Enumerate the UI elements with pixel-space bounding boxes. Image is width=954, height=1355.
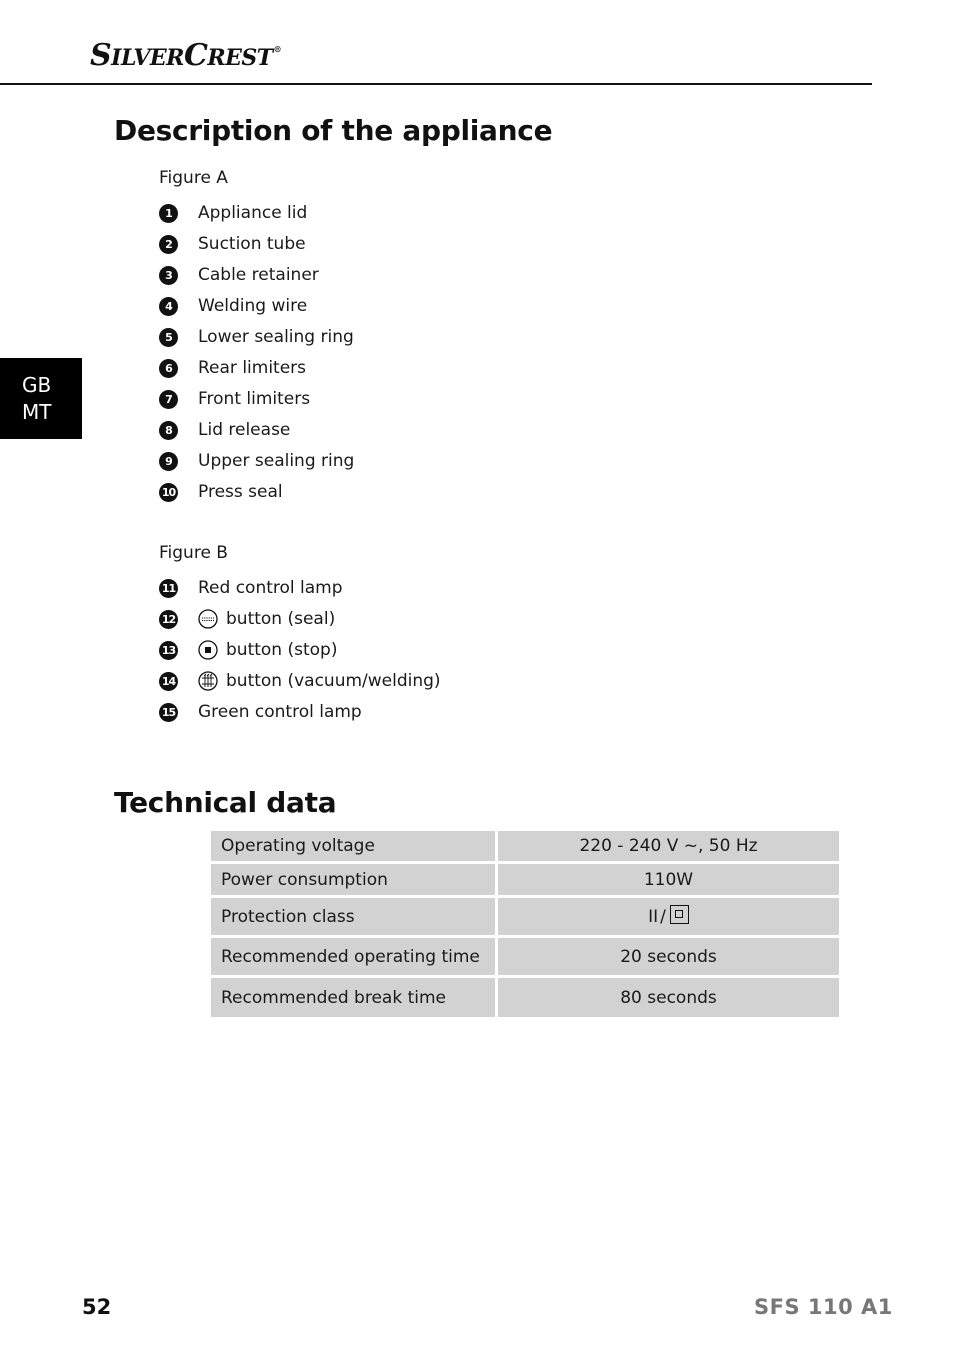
language-mt: MT <box>22 399 52 424</box>
list-item <box>159 326 354 348</box>
figure-a-label: Figure A <box>159 168 228 188</box>
description-title: Description of the appliance <box>114 114 553 147</box>
technical-data-title: Technical data <box>114 786 337 819</box>
item-number: 4 <box>159 297 178 316</box>
item-label: Suction tube <box>198 234 306 254</box>
protection-class-ii-icon <box>670 905 689 924</box>
item-label: Upper sealing ring <box>198 451 355 471</box>
vacuum-welding-button-icon <box>198 671 218 691</box>
table-value: 80 seconds <box>498 978 839 1020</box>
seal-button-icon <box>198 609 218 629</box>
table-value: 20 seconds <box>498 938 839 978</box>
list-item <box>159 608 336 630</box>
item-number: 3 <box>159 266 178 285</box>
table-key: Power consumption <box>211 864 498 898</box>
table-key: Recommended break time <box>211 978 498 1020</box>
item-label: Green control lamp <box>198 702 362 722</box>
item-label: Lower sealing ring <box>198 327 354 347</box>
table-row <box>211 898 839 938</box>
item-number: 14 <box>159 672 178 691</box>
item-label: button (seal) <box>226 609 336 629</box>
list-item <box>159 419 291 441</box>
table-row <box>211 978 839 1020</box>
list-item <box>159 450 355 472</box>
item-number: 12 <box>159 610 178 629</box>
figure-b-label: Figure B <box>159 543 228 563</box>
table-value: 110W <box>498 864 839 898</box>
list-item <box>159 233 306 255</box>
list-item <box>159 388 311 410</box>
item-number: 9 <box>159 452 178 471</box>
item-label: Welding wire <box>198 296 308 316</box>
item-number: 11 <box>159 579 178 598</box>
list-item <box>159 295 308 317</box>
table-value <box>498 898 839 938</box>
header-rule <box>0 83 872 85</box>
brand-logo: SILVERCREST® <box>90 38 282 73</box>
list-item <box>159 264 319 286</box>
item-number: 2 <box>159 235 178 254</box>
table-key: Operating voltage <box>211 831 498 864</box>
item-label: Lid release <box>198 420 291 440</box>
item-label: Red control lamp <box>198 578 343 598</box>
list-item <box>159 577 343 599</box>
item-number: 10 <box>159 483 178 502</box>
table-key: Recommended operating time <box>211 938 498 978</box>
item-label: Rear limiters <box>198 358 307 378</box>
table-row <box>211 831 839 864</box>
item-number: 6 <box>159 359 178 378</box>
item-number: 1 <box>159 204 178 223</box>
table-value: 220 - 240 V ~, 50 Hz <box>498 831 839 864</box>
language-tab <box>0 358 82 439</box>
page-number: 52 <box>82 1295 112 1319</box>
item-number: 15 <box>159 703 178 722</box>
item-label: button (vacuum/welding) <box>226 671 441 691</box>
item-number: 8 <box>159 421 178 440</box>
table-row <box>211 864 839 898</box>
list-item <box>159 357 307 379</box>
list-item <box>159 701 362 723</box>
stop-button-icon <box>198 640 218 660</box>
item-number: 7 <box>159 390 178 409</box>
model-name: SFS 110 A1 <box>754 1295 893 1319</box>
protection-class-value: II <box>648 906 659 927</box>
list-item <box>159 639 338 661</box>
list-item <box>159 670 441 692</box>
item-label: button (stop) <box>226 640 338 660</box>
language-gb: GB <box>22 372 52 397</box>
item-label: Appliance lid <box>198 203 308 223</box>
list-item <box>159 481 283 503</box>
list-item <box>159 202 308 224</box>
table-row <box>211 938 839 978</box>
item-label: Press seal <box>198 482 283 502</box>
item-label: Front limiters <box>198 389 311 409</box>
item-number: 13 <box>159 641 178 660</box>
protection-class-separator: / <box>660 906 666 927</box>
table-key: Protection class <box>211 898 498 938</box>
item-number: 5 <box>159 328 178 347</box>
technical-data-table <box>211 831 839 1020</box>
item-label: Cable retainer <box>198 265 319 285</box>
